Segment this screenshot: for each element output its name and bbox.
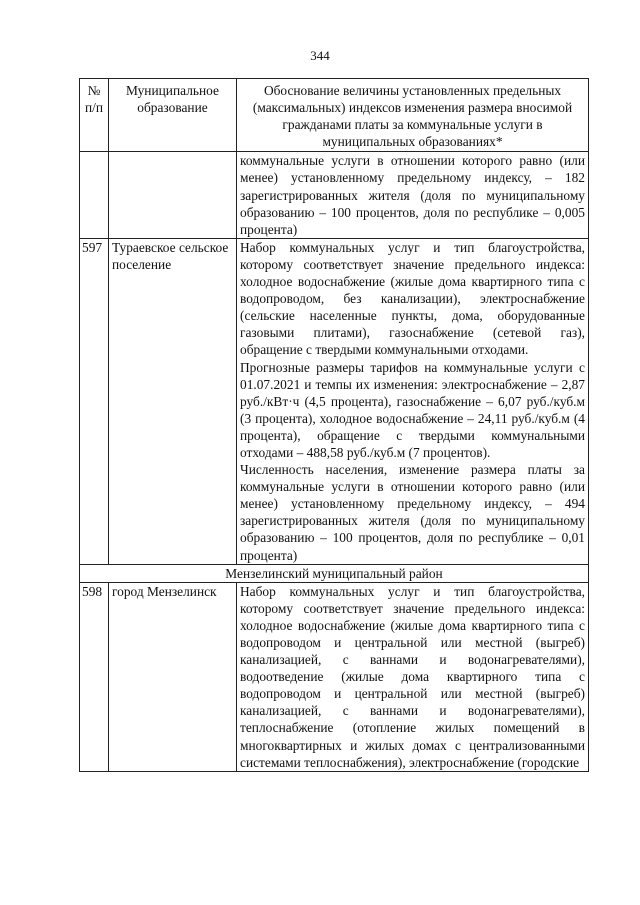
table-row-continuation xyxy=(80,152,589,238)
cell-empty-municipality xyxy=(109,152,237,238)
row-num: 597 xyxy=(80,238,109,564)
header-rationale: Обоснование величины установленных предельных (максимальных) индексов изменения размера вносимой гражданами платы за коммунальные услуги в муниципальных образованиях* xyxy=(237,79,589,152)
region-title: Мензелинский муниципальный район xyxy=(80,564,589,582)
header-municipality: Муниципальное образование xyxy=(109,79,237,152)
row-municipality: Тураевское сельское поселение xyxy=(109,238,237,564)
rationale-tariffs: Прогнозные размеры тарифов на коммунальные услуги с 01.07.2021 и темпы их изменения: электроснабжение – 2,87 руб./кВт·ч (4,5 процента), газоснабжение – 6,07 руб./куб.м (3 процента), холодное водоснабжение – 24,11 руб./куб.м (4 процента), обращение с твердыми коммунальными отходами – 488,58 руб./куб.м (7 процентов). xyxy=(240,359,585,460)
continuation-text: коммунальные услуги в отношении которого равно (или менее) установленному предельному индексу, – 182 зарегистрированных жителя (доля по муниципальному образованию – 100 процентов, доля по республике – 0,005 процента) xyxy=(237,152,589,238)
rationale-services: Набор коммунальных услуг и тип благоустройства, которому соответствует значение предельного индекса: холодное водоснабжение (жилые дома квартирного типа с водопроводом и центральной или местной (выгреб) канализацией, с ваннами и водонагревателями), водоотведение (жилые дома квартирного типа с водопроводом и центральной или местной (выгреб) канализацией, с ваннами и водонагревателями), теплоснабжение (отопление жилых помещений в многоквартирных и жилых домах с централизованными системами теплоснабжения), электроснабжение (городские xyxy=(240,583,585,770)
rationale-population: Численность населения, изменение размера платы за коммунальные услуги в отношении которого равно (или менее) установленному предельному индексу, – 494 зарегистрированных жителя (доля по муниципальному образованию – 100 процентов, доля по республике – 0,01 процента) xyxy=(240,462,585,563)
tariff-table xyxy=(79,78,589,772)
row-rationale xyxy=(237,238,589,564)
row-num: 598 xyxy=(80,582,109,771)
table-row-597 xyxy=(80,238,589,564)
header-num: № п/п xyxy=(80,79,109,152)
row-rationale xyxy=(237,582,589,771)
table-row-598 xyxy=(80,582,589,771)
table-header-row xyxy=(80,79,589,152)
region-row xyxy=(80,564,589,582)
cell-empty-num xyxy=(80,152,109,238)
page-number: 344 xyxy=(310,48,330,63)
row-municipality: город Мензелинск xyxy=(109,582,237,771)
rationale-services: Набор коммунальных услуг и тип благоустройства, которому соответствует значение предельного индекса: холодное водоснабжение (жилые дома квартирного типа с водопроводом, без канализации), электроснабжение (сельские населенные пункты, дома, оборудованные газовыми плитами), газоснабжение (сетевой газ), обращение с твердыми коммунальными отходами. xyxy=(240,239,585,358)
